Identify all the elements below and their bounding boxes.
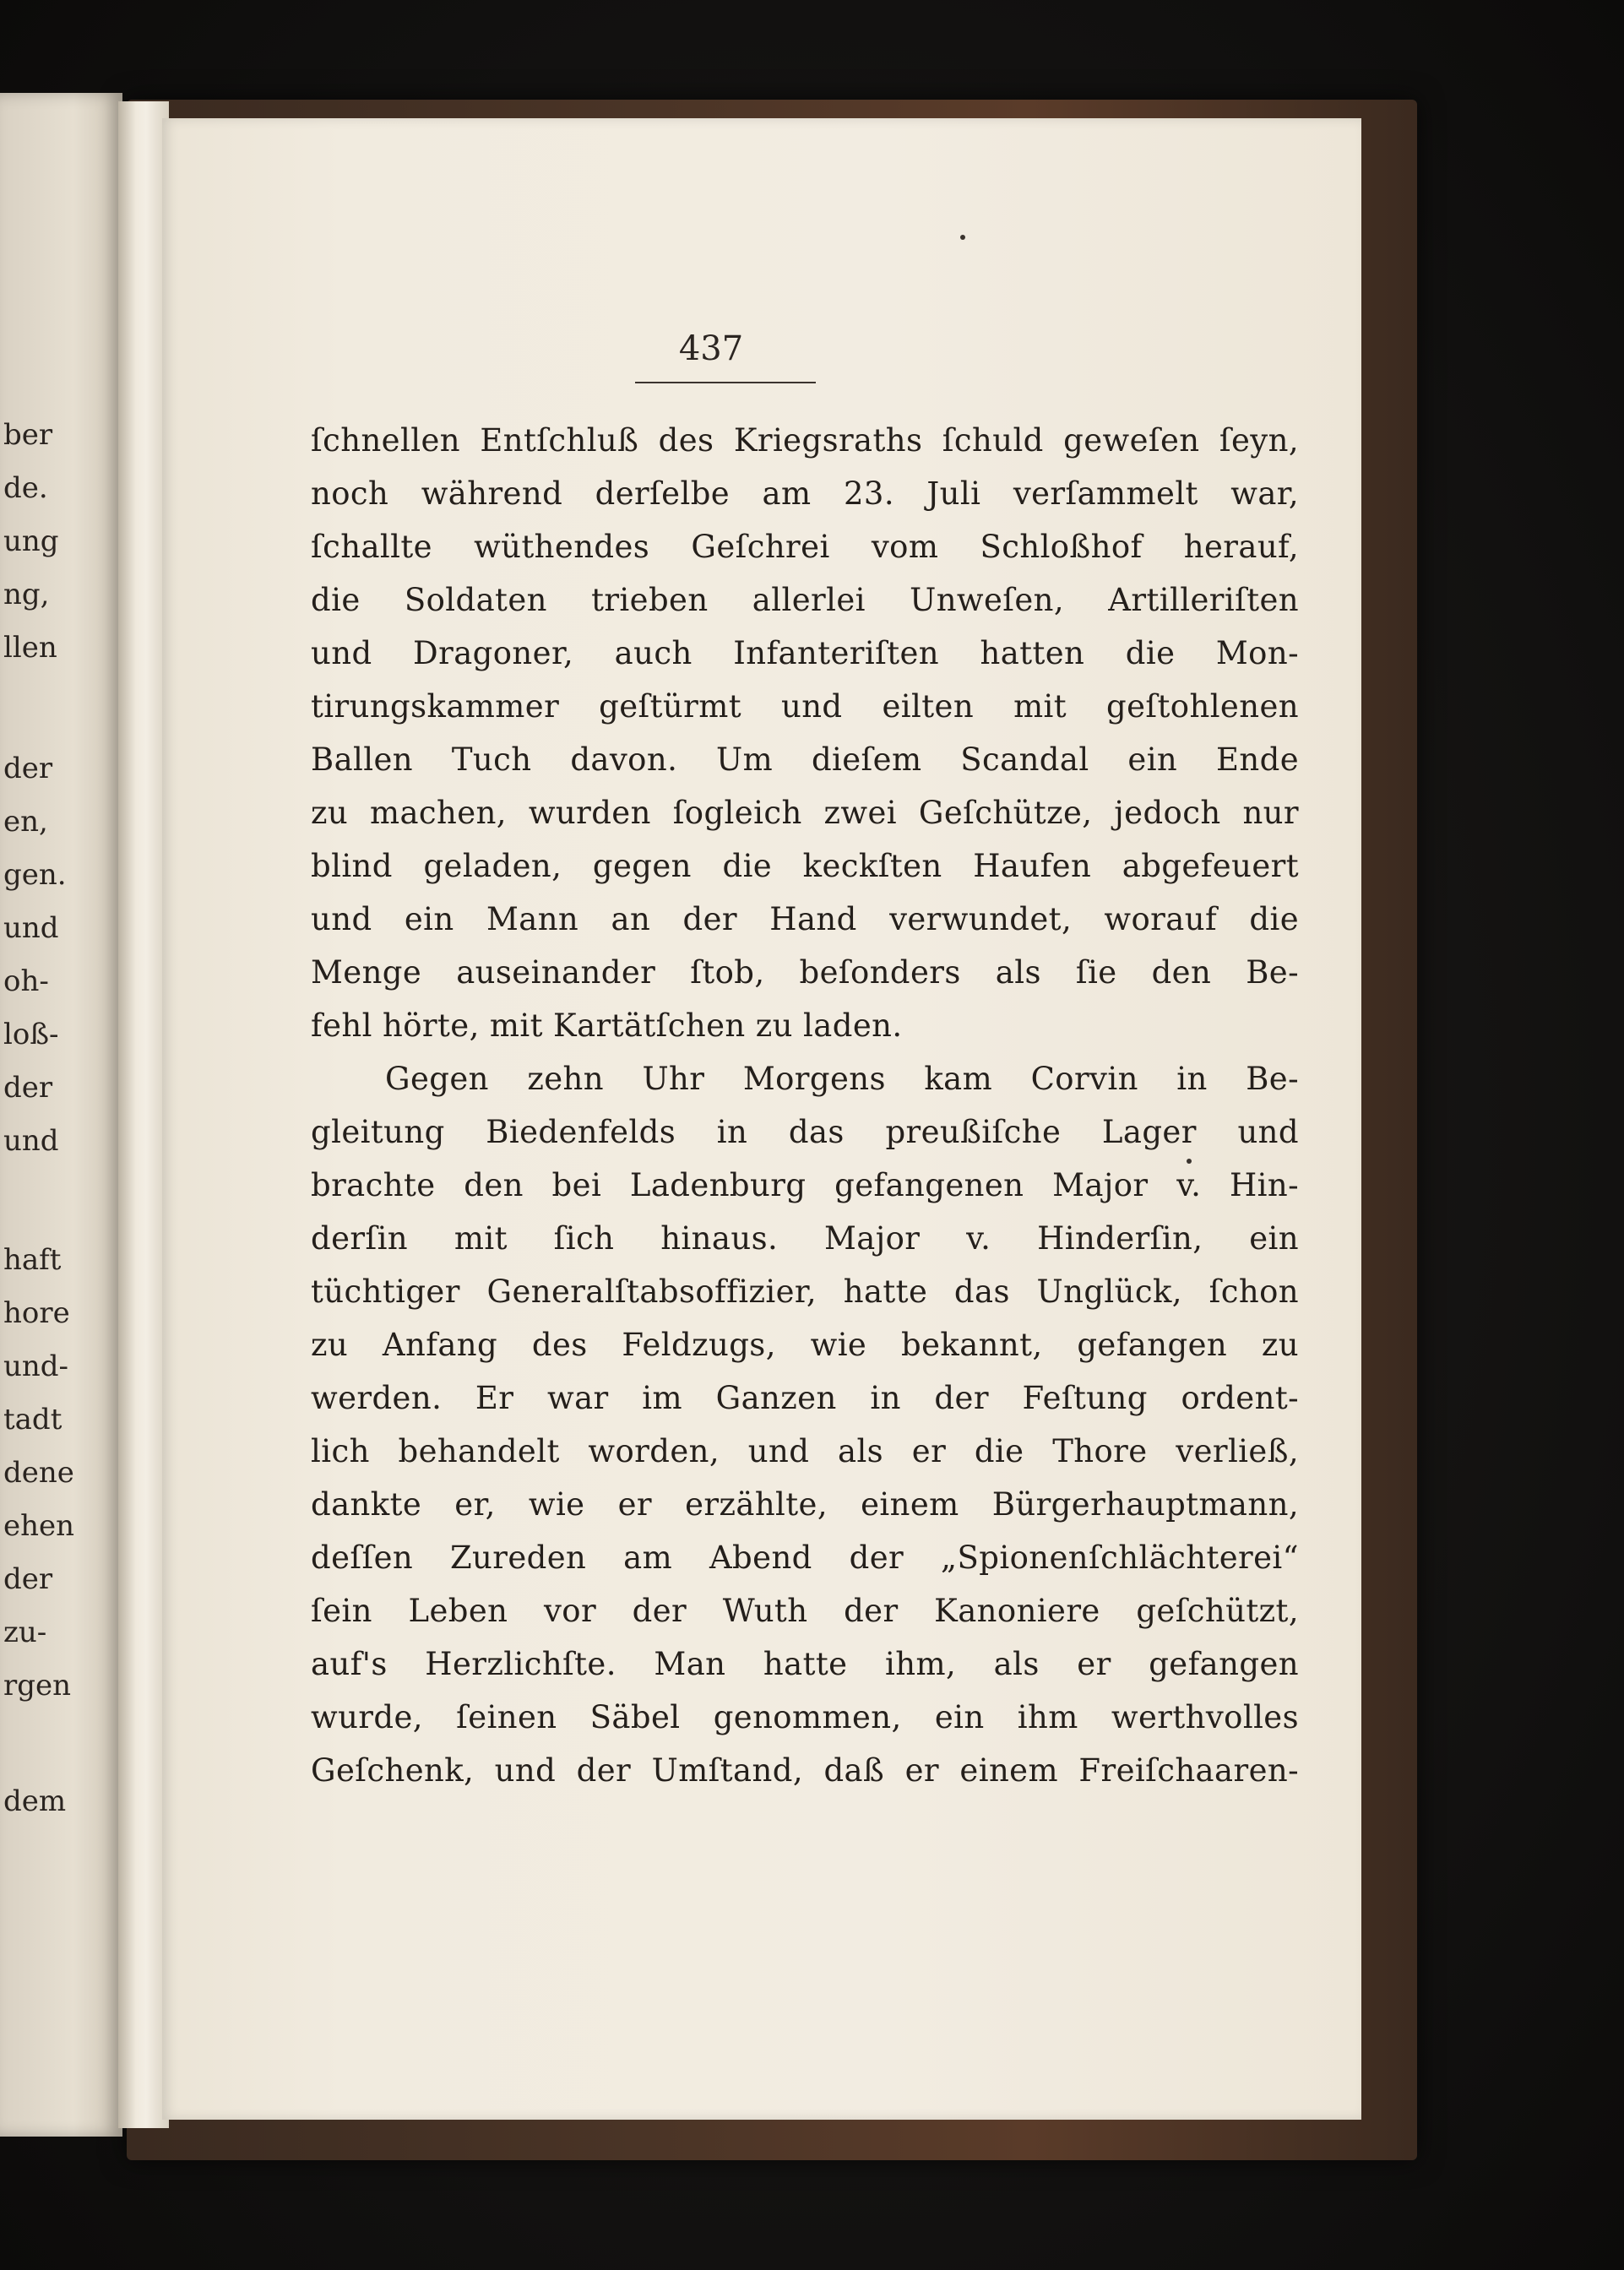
text-line: Gegen zehn Uhr Morgens kam Corvin in Be- (385, 1061, 1299, 1097)
paper-speck (960, 235, 965, 240)
text-line: die Soldaten trieben allerlei Unweſen, Artilleriſten (311, 582, 1299, 618)
text-line: derſin mit ſich hinaus. Major v. Hinderſin, ein (311, 1220, 1299, 1257)
text-line: und ein Mann an der Hand verwundet, worauf die (311, 901, 1299, 937)
text-line: auf's Herzlichſte. Man hatte ihm, als er gefangen (311, 1646, 1299, 1682)
text-line: ſchnellen Entſchluß des Kriegsraths ſchuld geweſen ſeyn, (311, 422, 1299, 459)
text-line: gleitung Biedenfelds in das preußiſche Lager und (311, 1114, 1299, 1150)
text-line: und Dragoner, auch Infanteriſten hatten die Mon- (311, 635, 1299, 671)
left-page-fragment: oh- (3, 964, 49, 998)
left-page-fragment: hore (3, 1296, 70, 1330)
text-line: noch während derſelbe am 23. Juli verſammelt war, (311, 475, 1299, 512)
left-page-fragment: ng, (3, 578, 50, 611)
text-line: wurde, ſeinen Säbel genommen, ein ihm werthvolles (311, 1699, 1299, 1735)
text-line: dankte er, wie er erzählte, einem Bürgerhauptmann, (311, 1486, 1299, 1523)
page-edges (118, 101, 169, 2128)
text-line: ſchallte wüthendes Geſchrei vom Schloßhof herauf, (311, 529, 1299, 565)
text-line: tirungskammer geſtürmt und eilten mit geſtohlenen (311, 688, 1299, 725)
text-line: tüchtiger Generalſtabsoffizier, hatte das Unglück, ſchon (311, 1273, 1299, 1310)
text-line: ſein Leben vor der Wuth der Kanoniere geſchützt, (311, 1593, 1299, 1629)
header-rule (635, 382, 816, 383)
left-page-fragment: ung (3, 524, 59, 558)
text-line: Ballen Tuch davon. Um dieſem Scandal ein Ende (311, 741, 1299, 778)
text-line: fehl hörte, mit Kartätſchen zu laden. (311, 1007, 903, 1044)
left-page-fragment: dem (3, 1784, 67, 1818)
left-page-fragment: ehen (3, 1509, 75, 1543)
text-line: werden. Er war im Ganzen in der Feſtung ordent- (311, 1380, 1299, 1416)
text-line: Menge auseinander ſtob, beſonders als ſie den Be- (311, 954, 1299, 991)
left-page-fragment: en, (3, 805, 48, 839)
text-line: lich behandelt worden, und als er die Thore verließ, (311, 1433, 1299, 1469)
left-page-fragment: und (3, 1124, 59, 1158)
left-page-fragment: llen (3, 631, 57, 665)
text-line: zu machen, wurden ſogleich zwei Geſchütze, jedoch nur (311, 795, 1299, 831)
left-page-fragment: loß- (3, 1018, 59, 1051)
text-line: brachte den bei Ladenburg gefangenen Major v. Hin- (311, 1167, 1299, 1203)
left-page-fragment: gen. (3, 858, 67, 892)
left-page-fragment: und (3, 911, 59, 945)
page-number: 437 (678, 329, 744, 368)
left-page-fragment: haft (3, 1243, 62, 1277)
left-page-fragment: der (3, 752, 53, 785)
text-line: deſſen Zureden am Abend der „Spionenſchlächterei“ (311, 1540, 1299, 1576)
body-text (311, 414, 1299, 1797)
right-page (162, 118, 1361, 2120)
left-page-fragment: tadt (3, 1403, 62, 1436)
left-page (0, 93, 122, 2137)
left-page-fragment: zu- (3, 1616, 47, 1649)
left-page-fragment: der (3, 1071, 53, 1105)
text-line: zu Anfang des Feldzugs, wie bekannt, gefangen zu (311, 1327, 1299, 1363)
text-line: blind geladen, gegen die keckſten Haufen abgefeuert (311, 848, 1299, 884)
left-page-fragment: dene (3, 1456, 74, 1490)
left-page-fragment: und- (3, 1350, 69, 1383)
text-line: Geſchenk, und der Umſtand, daß er einem Freiſchaaren- (311, 1752, 1299, 1789)
left-page-fragment: der (3, 1562, 53, 1596)
left-page-fragment: de. (3, 471, 48, 505)
left-page-fragment: ber (3, 418, 53, 452)
left-page-fragment: rgen (3, 1669, 72, 1702)
